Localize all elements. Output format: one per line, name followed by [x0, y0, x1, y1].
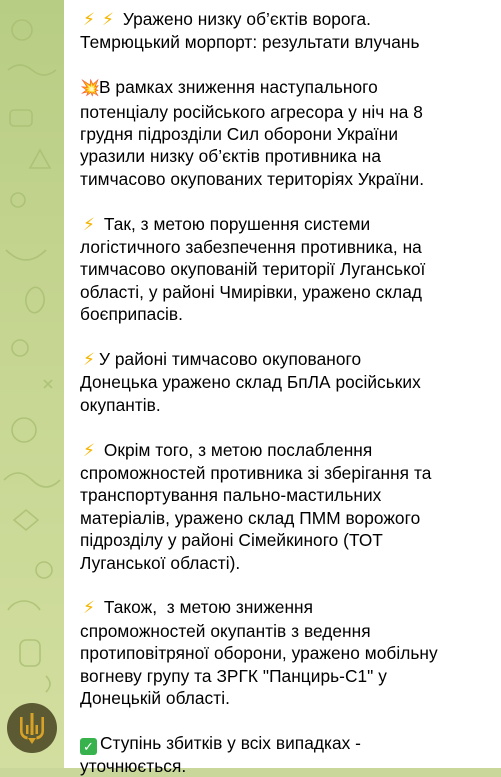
check-mark-icon: ✓	[80, 738, 97, 755]
channel-avatar[interactable]	[7, 703, 57, 753]
message-paragraph-6	[80, 732, 487, 777]
paragraph-line: окупантів.	[80, 394, 161, 415]
paragraph-line: тимчасово окупованих територіях України.	[80, 168, 425, 189]
paragraph-line: логістичного забезпечення противника, на	[80, 237, 422, 258]
paragraph-line: грудня підрозділи Сил оборони України	[80, 124, 399, 145]
paragraph-line: уточнюється.	[80, 755, 187, 776]
paragraph-line: підрозділу у районі Сімейкиного (ТОТ	[80, 530, 383, 551]
message-paragraph-3	[80, 348, 487, 416]
paragraph-line: потенціалу російського агресора у ніч на 8	[80, 101, 423, 122]
paragraph-line: матеріалів, уражено склад ПММ ворожого	[80, 507, 421, 528]
lightning-bolt-icon: ⚡	[83, 10, 95, 29]
paragraph-line: ⚡ Також, з метою зниження	[80, 596, 487, 619]
wallpaper-doodles	[0, 0, 64, 768]
message-bubble	[64, 0, 501, 776]
paragraph-line: Донецькій області.	[80, 688, 230, 709]
message-headline	[80, 8, 487, 54]
paragraph-line: транспортування пально-мастильних	[80, 485, 382, 506]
paragraph-line: ✓ Ступінь збитків у всіх випадках -	[80, 732, 487, 755]
message-paragraph-1	[80, 76, 487, 190]
lightning-bolt-icon: ⚡	[83, 440, 95, 460]
paragraph-line: 💥В рамках зниження наступального	[80, 76, 487, 100]
lightning-bolt-icon: ⚡	[83, 598, 95, 618]
paragraph-line: боєприпасів.	[80, 304, 183, 325]
paragraph-line: тимчасово окупованій території Луганської	[80, 259, 426, 280]
paragraph-line: спроможностей окупантів з ведення	[80, 620, 371, 641]
paragraph-line: уразили низку об’єктів противника на	[80, 146, 382, 167]
message-paragraph-2	[80, 213, 487, 326]
paragraph-line: ⚡ Так, з метою порушення системи	[80, 213, 487, 236]
paragraph-line: Луганської області).	[80, 552, 241, 573]
trident-icon	[17, 711, 47, 745]
headline-line: Темрюцький морпорт: результати влучань	[80, 32, 420, 53]
lightning-bolt-icon: ⚡	[102, 10, 114, 29]
paragraph-line: ⚡ У районі тимчасово окупованого	[80, 348, 487, 371]
paragraph-line: спроможностей противника зі зберігання та	[80, 463, 432, 484]
headline-line: ⚡ ⚡ Уражено низку об’єктів ворога.	[80, 8, 487, 31]
collision-icon: 💥	[80, 80, 100, 98]
lightning-bolt-icon: ⚡	[83, 214, 95, 234]
paragraph-line: вогневу групу та ЗРГК "Панцирь-С1" у	[80, 665, 387, 686]
message-paragraph-5	[80, 596, 487, 709]
message-paragraph-4	[80, 439, 487, 574]
paragraph-line: області, у районі Чмирівки, уражено склад	[80, 281, 423, 302]
paragraph-line: протиповітряної оборони, уражено мобільну	[80, 643, 438, 664]
paragraph-line: Донецька уражено склад БпЛА російських	[80, 372, 421, 393]
paragraph-line: ⚡ Окрім того, з метою послаблення	[80, 439, 487, 462]
lightning-bolt-icon: ⚡	[83, 350, 95, 370]
